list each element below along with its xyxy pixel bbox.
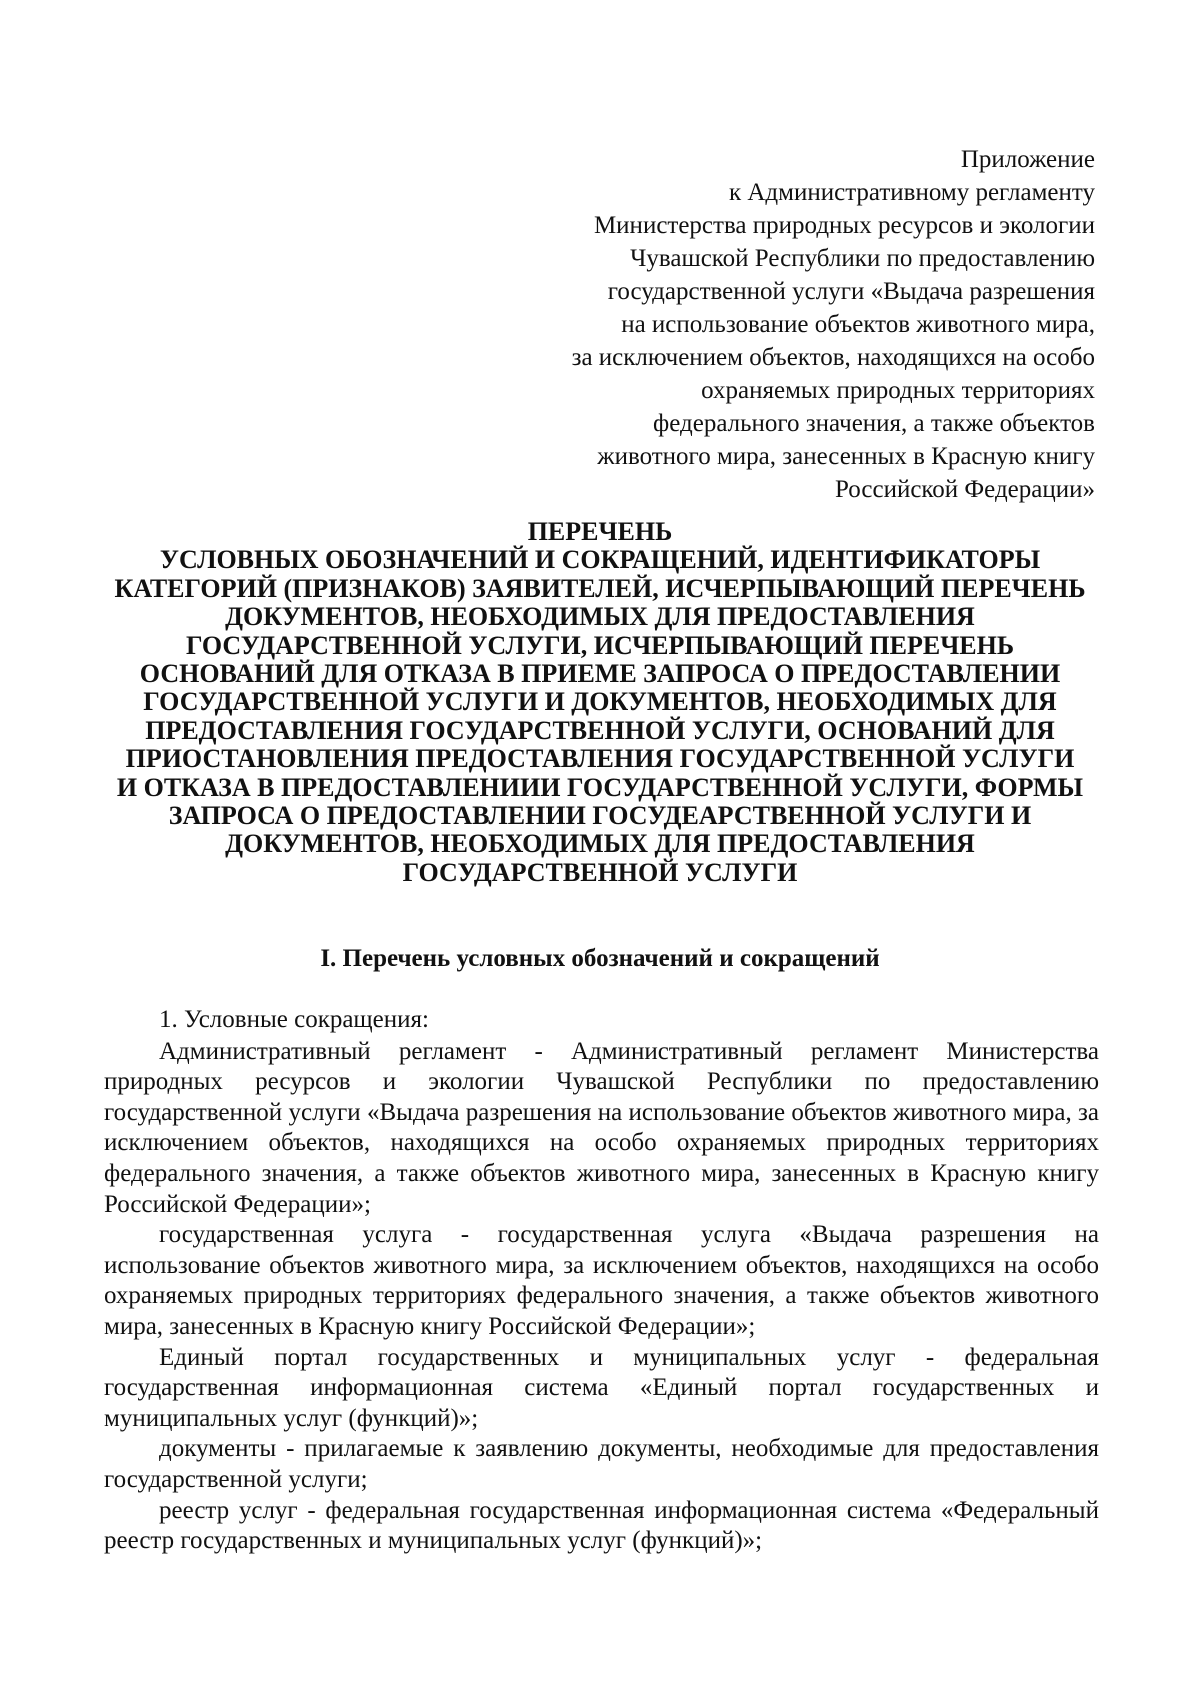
appendix-line: Чувашской Республики по предоставлению (630, 245, 1095, 272)
paragraph: Единый портал государственных и муниципальных услуг - федеральная государственная информационная система «Единый портал государственных и муниципальных услуг (функций)»; (104, 1343, 1099, 1432)
section-heading: I. Перечень условных обозначений и сокращений (320, 945, 880, 972)
title-line: ПРИОСТАНОВЛЕНИЯ ПРЕДОСТАВЛЕНИЯ ГОСУДАРСТВЕННОЙ УСЛУГИ (125, 744, 1075, 774)
title-line: ПЕРЕЧЕНЬ (527, 517, 673, 546)
paragraph: документы - прилагаемые к заявлению документы, необходимые для предоставления государственной услуги; (104, 1435, 1099, 1493)
paragraph: реестр услуг - федеральная государственная информационная система «Федеральный реестр государственных и муниципальных услуг (функций)»; (104, 1496, 1099, 1555)
title-line: ДОКУМЕНТОВ, НЕОБХОДИМЫХ ДЛЯ ПРЕДОСТАВЛЕНИЯ (225, 602, 975, 632)
appendix-line: Министерства природных ресурсов и экологии (593, 212, 1095, 239)
title-line: ГОСУДАРСТВЕННОЙ УСЛУГИ (402, 857, 798, 887)
appendix-line: охраняемых природных территориях (701, 377, 1095, 404)
appendix-line: на использование объектов животного мира, (621, 311, 1095, 338)
paragraph: государственная услуга - государственная услуга «Выдача разрешения на использование объектов животного мира, за исключением объектов, находящихся на особо охраняемых природных территориях федерального значения, а также объектов животного мира, занесенных в Красную книгу Российской Федерации»; (104, 1221, 1099, 1340)
title-line: ПРЕДОСТАВЛЕНИЯ ГОСУДАРСТВЕННОЙ УСЛУГИ, ОСНОВАНИЙ ДЛЯ (145, 715, 1055, 745)
body-text (104, 1005, 1099, 1557)
appendix-note (455, 143, 1095, 506)
appendix-line: федерального значения, а также объектов (653, 410, 1095, 437)
appendix-line: животного мира, занесенных в Красную книгу (597, 443, 1095, 470)
title-line: ГОСУДАРСТВЕННОЙ УСЛУГИ И ДОКУМЕНТОВ, НЕОБХОДИМЫХ ДЛЯ (143, 687, 1057, 717)
appendix-line: Приложение (960, 146, 1095, 173)
appendix-line: государственной услуги «Выдача разрешения (607, 278, 1095, 305)
paragraph: Административный регламент - Административный регламент Министерства природных ресурсов и экологии Чувашской Республики по предоставлению государственной услуги «Выдача разрешения на использование объектов животного мира, за исключением объектов, находящихся на особо охраняемых природных территориях федерального значения, а также объектов животного мира, занесенных в Красную книгу Российской Федерации»; (104, 1037, 1099, 1218)
title-line: УСЛОВНЫХ ОБОЗНАЧЕНИЙ И СОКРАЩЕНИЙ, ИДЕНТИФИКАТОРЫ (159, 545, 1041, 575)
title-line: ГОСУДАРСТВЕННОЙ УСЛУГИ, ИСЧЕРПЫВАЮЩИЙ ПЕРЕЧЕНЬ (185, 630, 1015, 660)
title-line: И ОТКАЗА В ПРЕДОСТАВЛЕНИИИ ГОСУДАРСТВЕННОЙ УСЛУГИ, ФОРМЫ (116, 772, 1084, 802)
appendix-line: за исключением объектов, находящихся на особо (571, 344, 1095, 371)
document-title (100, 518, 1100, 887)
title-line: ОСНОВАНИЙ ДЛЯ ОТКАЗА В ПРИЕМЕ ЗАПРОСА О ПРЕДОСТАВЛЕНИИ (139, 659, 1061, 689)
title-line: ЗАПРОСА О ПРЕДОСТАВЛЕНИИ ГОСУДЕАРСТВЕННОЙ УСЛУГИ И (168, 801, 1032, 831)
appendix-line: Российской Федерации» (834, 476, 1095, 503)
item-heading: 1. Условные сокращения: (159, 1006, 429, 1033)
appendix-line: к Административному регламенту (728, 179, 1095, 206)
title-line: ДОКУМЕНТОВ, НЕОБХОДИМЫХ ДЛЯ ПРЕДОСТАВЛЕНИЯ (225, 829, 975, 859)
title-line: КАТЕГОРИЙ (ПРИЗНАКОВ) ЗАЯВИТЕЛЕЙ, ИСЧЕРПЫВАЮЩИЙ ПЕРЕЧЕНЬ (114, 573, 1086, 603)
